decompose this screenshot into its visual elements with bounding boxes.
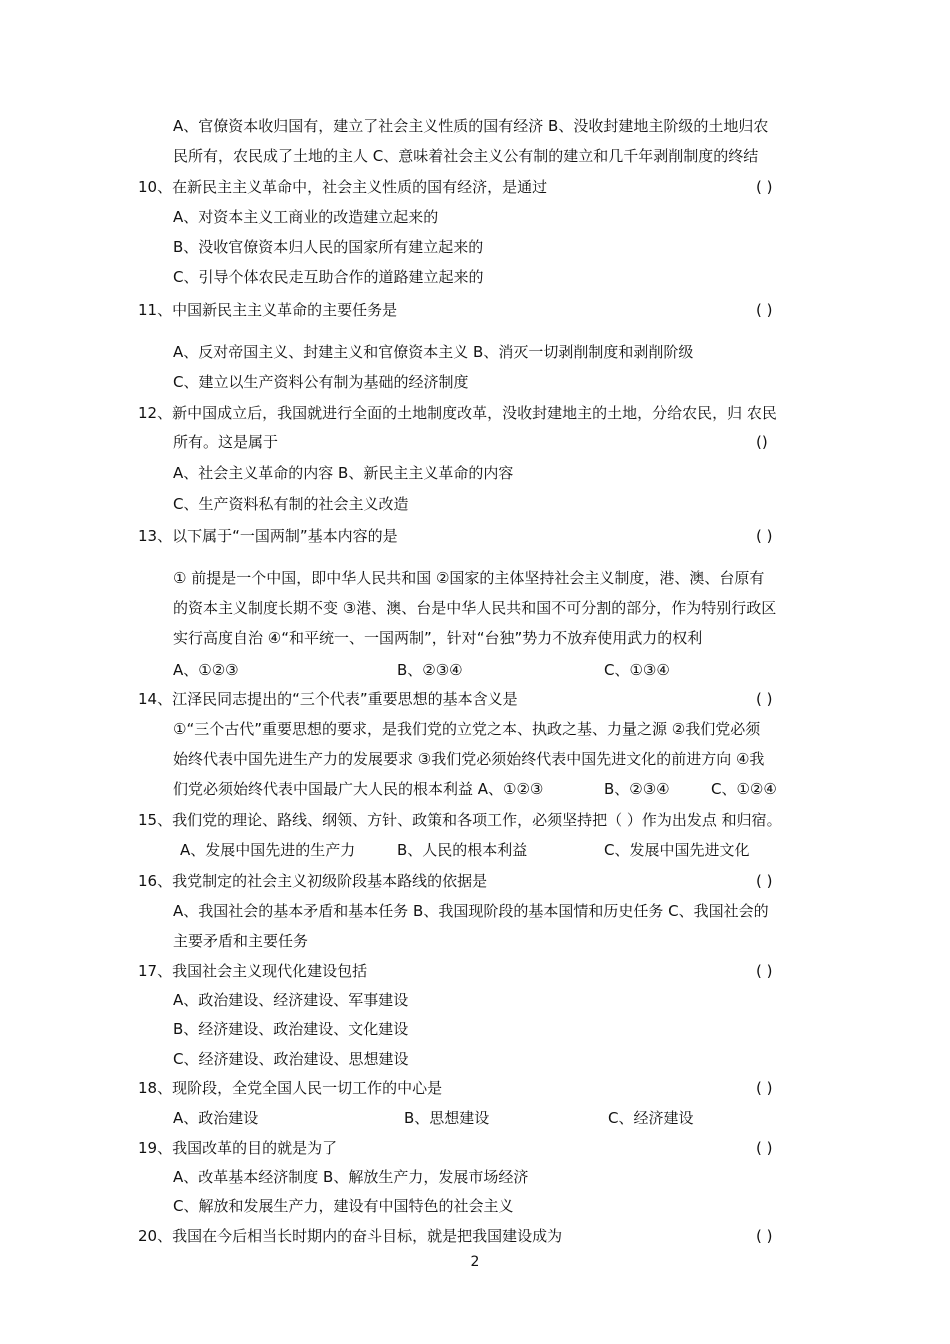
option-c: C、①③④: [604, 661, 670, 679]
answer-blank: ( ): [756, 1139, 773, 1157]
question-18-stem: 18、现阶段，全党全国人民一切工作的中心是: [138, 1079, 443, 1097]
question-20-stem: 20、我国在今后相当长时期内的奋斗目标，就是把我国建设成为: [138, 1227, 563, 1245]
option-line: C、引导个体农民走互助合作的道路建立起来的: [173, 268, 484, 286]
answer-blank: ( ): [756, 872, 773, 890]
text-line: A、官僚资本收归国有，建立了社会主义性质的国有经济 B、没收封建地主阶级的土地归农: [173, 117, 769, 135]
option-line: A、社会主义革命的内容 B、新民主主义革命的内容: [173, 464, 514, 482]
option-b: B、人民的根本利益: [397, 841, 528, 859]
text-line: ① 前提是一个中国，即中华人民共和国 ②国家的主体坚持社会主义制度，港、澳、台原有: [173, 569, 765, 587]
question-14-stem: 14、江泽民同志提出的“三个代表”重要思想的基本含义是: [138, 690, 518, 708]
text-line: ①“三个古代”重要思想的要求，是我们党的立党之本、执政之基、力量之源 ②我们党必须: [173, 720, 761, 738]
question-11-stem: 11、中国新民主主义革命的主要任务是: [138, 301, 398, 319]
page-number: 2: [470, 1254, 480, 1270]
option-line: C、经济建设、政治建设、思想建设: [173, 1050, 409, 1068]
answer-blank: ( ): [756, 527, 773, 545]
option-line: A、改革基本经济制度 B、解放生产力，发展市场经济: [173, 1168, 529, 1186]
text-line: 所有。这是属于: [173, 433, 279, 451]
option-line: C、建立以生产资料公有制为基础的经济制度: [173, 373, 469, 391]
answer-blank: ( ): [756, 962, 773, 980]
text-line: 的资本主义制度长期不变 ③港、澳、台是中华人民共和国不可分割的部分，作为特别行政区: [173, 599, 777, 617]
option-a: A、①②③: [173, 661, 239, 679]
option-line: B、经济建设、政治建设、文化建设: [173, 1020, 409, 1038]
option-line: A、反对帝国主义、封建主义和官僚资本主义 B、消灭一切剥削制度和剥削阶级: [173, 343, 694, 361]
question-16-stem: 16、我党制定的社会主义初级阶段基本路线的依据是: [138, 872, 488, 890]
text-line: 实行高度自治 ④“和平统一、一国两制”，针对“台独”势力不放弃使用武力的权利: [173, 629, 703, 647]
answer-blank: ( ): [756, 178, 773, 196]
text-line: A、我国社会的基本矛盾和基本任务 B、我国现阶段的基本国情和历史任务 C、我国社会的: [173, 902, 769, 920]
question-12-stem: 12、新中国成立后，我国就进行全面的土地制度改革，没收封建地主的土地，分给农民，归 农民: [138, 404, 777, 422]
option-line: B、没收官僚资本归人民的国家所有建立起来的: [173, 238, 484, 256]
option-line: A、对资本主义工商业的改造建立起来的: [173, 208, 439, 226]
option-b: B、②③④: [604, 780, 670, 798]
option-a: A、发展中国先进的生产力: [180, 841, 356, 859]
text-line: 始终代表中国先进生产力的发展要求 ③我们党必须始终代表中国先进文化的前进方向 ④我: [173, 750, 765, 768]
question-19-stem: 19、我国改革的目的就是为了: [138, 1139, 338, 1157]
answer-blank: ( ): [756, 1227, 773, 1245]
question-17-stem: 17、我国社会主义现代化建设包括: [138, 962, 368, 980]
text-line: 们党必须始终代表中国最广大人民的根本利益 A、①②③: [173, 780, 544, 798]
option-line: A、政治建设、经济建设、军事建设: [173, 991, 409, 1009]
question-10-stem: 10、在新民主主义革命中，社会主义性质的国有经济，是通过: [138, 178, 548, 196]
answer-blank: ( ): [756, 301, 773, 319]
option-a: A、政治建设: [173, 1109, 259, 1127]
question-13-stem: 13、以下属于“一国两制”基本内容的是: [138, 527, 398, 545]
option-line: C、生产资料私有制的社会主义改造: [173, 495, 409, 513]
answer-blank: (): [756, 433, 768, 451]
option-b: B、思想建设: [404, 1109, 490, 1127]
option-c: C、发展中国先进文化: [604, 841, 750, 859]
option-b: B、②③④: [397, 661, 463, 679]
option-line: C、解放和发展生产力，建设有中国特色的社会主义: [173, 1197, 514, 1215]
option-c: C、①②④: [711, 780, 777, 798]
option-c: C、经济建设: [608, 1109, 694, 1127]
text-line: 主要矛盾和主要任务: [173, 932, 309, 950]
answer-blank: ( ): [756, 1079, 773, 1097]
text-line: 民所有，农民成了土地的主人 C、意味着社会主义公有制的建立和几千年剥削制度的终结: [173, 147, 759, 165]
question-15-stem: 15、我们党的理论、路线、纲领、方针、政策和各项工作，必须坚持把（ ）作为出发点 和归宿。: [138, 811, 782, 829]
answer-blank: ( ): [756, 690, 773, 708]
